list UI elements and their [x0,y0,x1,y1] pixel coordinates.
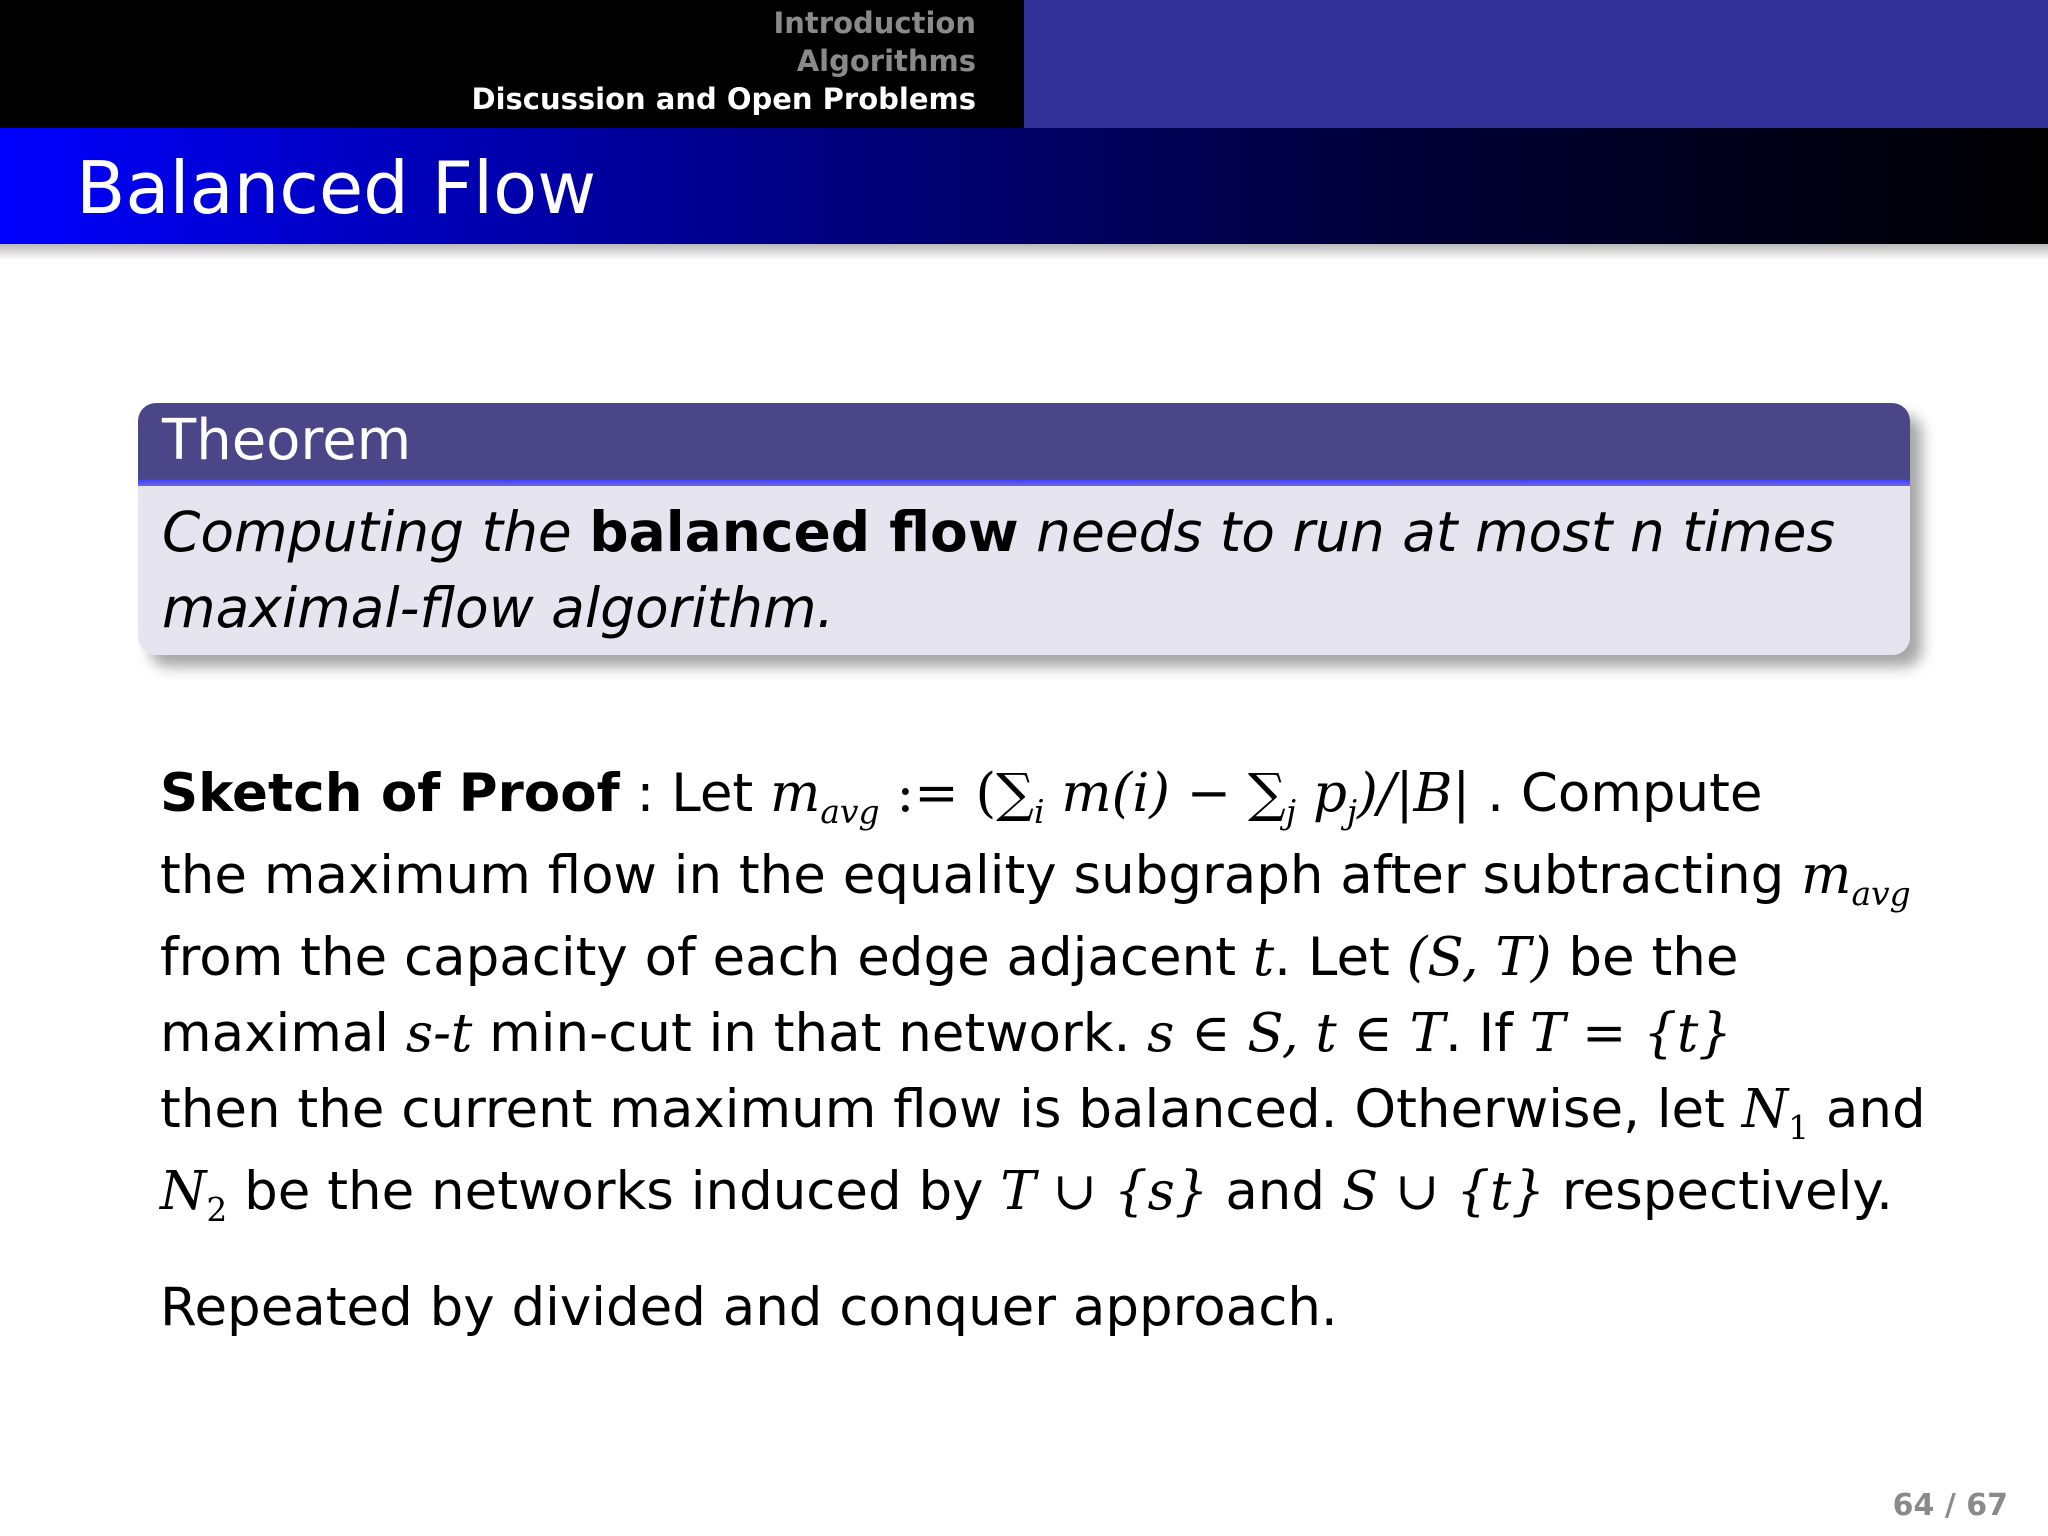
frame-title: Balanced Flow [76,146,597,230]
nav-item-algorithms[interactable]: Algorithms [796,44,976,78]
proof-line-2: the maximum flow in the equality subgraph after subtracting $m_{avg}$ [160,845,1911,913]
proof-sketch [160,756,1926,1236]
theorem-line-1: Computing the balanced flow needs to run at most n times [162,500,1836,564]
theorem-bold-term: balanced flow [589,500,1019,564]
proof-line-3: from the capacity of each edge adjacent t. Let (S, T) be the [160,927,1739,988]
theorem-body [138,486,1910,655]
page-number: 64 / 67 [1892,1488,2008,1523]
proof-line-5: then the current maximum flow is balanced. Otherwise, let $N_1$ and [160,1079,1926,1147]
proof-line-4: maximal s-t min-cut in that network. s ∈ S, t ∈ T. If T = {t} [160,1003,1733,1064]
section-navigation [0,0,1024,128]
nav-item-introduction[interactable]: Introduction [773,6,976,40]
proof-line-6: $N_2$ be the networks induced by T ∪ {s} and S ∪ {t} respectively. [160,1161,1893,1229]
theorem-title: Theorem [162,408,412,473]
proof-label: Sketch of Proof [160,763,620,824]
closing-remark: Repeated by divided and conquer approach. [160,1277,1338,1338]
proof-line-1: Sketch of Proof : Let $m_{avg}$ := ($\sum_i$ $m(i) - \sum_j$ $p_j)/|B|$ . Compute [160,763,1763,831]
header-accent-bar [1024,0,2048,128]
section-list [472,4,976,118]
nav-item-discussion[interactable]: Discussion and Open Problems [471,82,976,116]
theorem-block [138,403,1910,655]
title-shadow [0,244,2048,260]
theorem-separator [138,479,1910,486]
theorem-line-2: maximal-flow algorithm. [162,576,835,640]
theorem-header [138,403,1910,479]
